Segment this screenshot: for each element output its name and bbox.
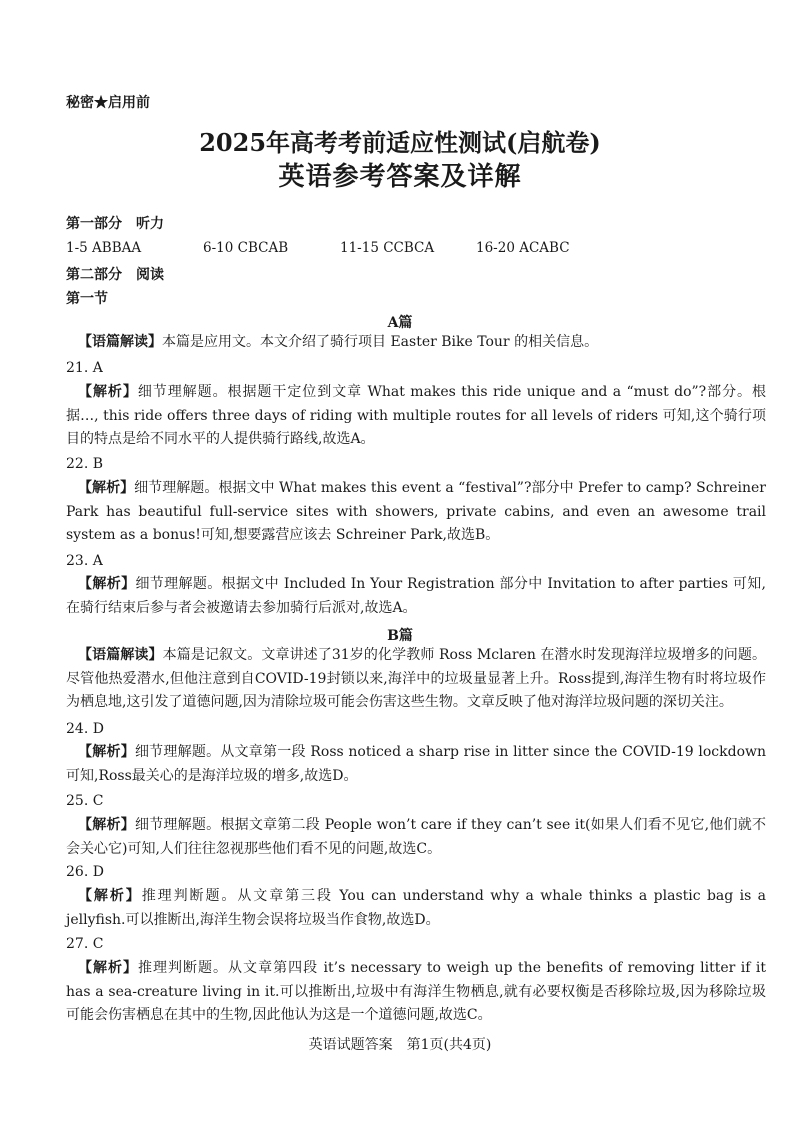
q26-explanation [66, 885, 766, 932]
confidential-label: 秘密★启用前 [66, 95, 150, 111]
analysis-text: 细节理解题。从文章第一段 Ross noticed a sharp rise in litter since the COVID-19 lockdown 可知,Ross最关心的是海洋垃圾的增多,故选D。 [66, 744, 767, 784]
analysis-tag: 【解析】 [78, 817, 135, 833]
analysis-tag: 【解析】 [78, 576, 136, 592]
q22-answer: 22. B [66, 456, 104, 472]
summary-tag: 【语篇解读】 [78, 647, 163, 663]
q25-explanation [66, 814, 766, 861]
analysis-tag: 【解析】 [78, 744, 135, 760]
exam-subtitle: 英语参考答案及详解 [278, 162, 522, 192]
q27-answer: 27. C [66, 936, 104, 952]
passage-a-summary [66, 331, 766, 355]
analysis-tag: 【解析】 [78, 888, 142, 904]
analysis-tag: 【解析】 [78, 960, 139, 976]
listening-answers-3: 11-15 CCBCA [340, 240, 435, 256]
analysis-text: 推理判断题。从文章第四段 it’s necessary to weigh up the benefits of removing litter if it has a sea-creature living in it.可以推断出,垃圾中有海洋生物栖息,就有必要权衡是否移除垃圾,因为移除垃圾可能会伤害栖息在其中的生物,因此他认为这是一个道德问题,故选C。 [66, 960, 767, 1023]
q24-explanation [66, 741, 766, 788]
listening-answers-1: 1-5 ABBAA [66, 240, 142, 256]
q24-answer: 24. D [66, 721, 104, 737]
passage-a-title: A篇 [387, 315, 413, 331]
listening-answers-4: 16-20 ACABC [476, 240, 570, 256]
analysis-tag: 【解析】 [78, 480, 135, 496]
summary-tag: 【语篇解读】 [78, 334, 162, 350]
q23-explanation [66, 573, 766, 620]
page-footer: 英语试题答案 第1页(共4页) [308, 1037, 492, 1053]
analysis-tag: 【解析】 [78, 384, 138, 400]
q27-explanation [66, 957, 766, 1028]
summary-text: 本篇是应用文。本文介绍了骑行项目 Easter Bike Tour 的相关信息。 [162, 334, 599, 350]
passage-b-summary [66, 644, 766, 715]
q25-answer: 25. C [66, 793, 104, 809]
q21-explanation [66, 381, 766, 452]
passage-b-title: B篇 [387, 628, 413, 644]
analysis-text: 细节理解题。根据文中 Included In Your Registration 部分中 Invitation to after parties 可知,在骑行结束后参与者会被邀请去参加骑行后派对,故选A。 [66, 576, 766, 616]
q21-answer: 21. A [66, 360, 103, 376]
listening-answers-2: 6-10 CBCAB [203, 240, 289, 256]
section-heading: 第一节 [66, 291, 108, 307]
part2-heading: 第二部分 阅读 [66, 267, 164, 283]
part1-heading: 第一部分 听力 [66, 216, 164, 232]
q26-answer: 26. D [66, 864, 104, 880]
analysis-text: 细节理解题。根据文中 What makes this event a “festival”?部分中 Prefer to camp? Schreiner Park has beautiful full-service sites with showers, private cabins, and even an awesome trail system as a bonus!可知,想要露营应该去 Schreiner Park,故选B。 [66, 480, 767, 543]
exam-title: 2025年高考考前适应性测试(启航卷) [199, 128, 601, 157]
summary-text: 本篇是记叙文。文章讲述了31岁的化学教师 Ross Mclaren 在潜水时发现海洋垃圾增多的问题。尽管他热爱潜水,但他注意到自COVID-19封锁以来,海洋中的垃圾量显著上升。Ross提到,海洋生物有时将垃圾作为栖息地,这引发了道德问题,因为清除垃圾可能会伤害这些生物。文章反映了他对海洋垃圾问题的深切关注。 [66, 647, 767, 710]
q23-answer: 23. A [66, 553, 103, 569]
analysis-text: 细节理解题。根据题干定位到文章 What makes this ride unique and a “must do”?部分。根据…, this ride offers three days of riding with multiple routes for all levels of riders 可知,这个骑行项目的特点是给不同水平的人提供骑行路线,故选A。 [66, 384, 766, 447]
q22-explanation [66, 477, 766, 548]
analysis-text: 推理判断题。从文章第三段 You can understand why a whale thinks a plastic bag is a jellyfish.可以推断出,海洋生物会误将垃圾当作食物,故选D。 [66, 888, 766, 928]
analysis-text: 细节理解题。根据文章第二段 People won’t care if they can’t see it(如果人们看不见它,他们就不会关心它)可知,人们往往忽视那些他们看不见的问题,故选C。 [66, 817, 767, 857]
